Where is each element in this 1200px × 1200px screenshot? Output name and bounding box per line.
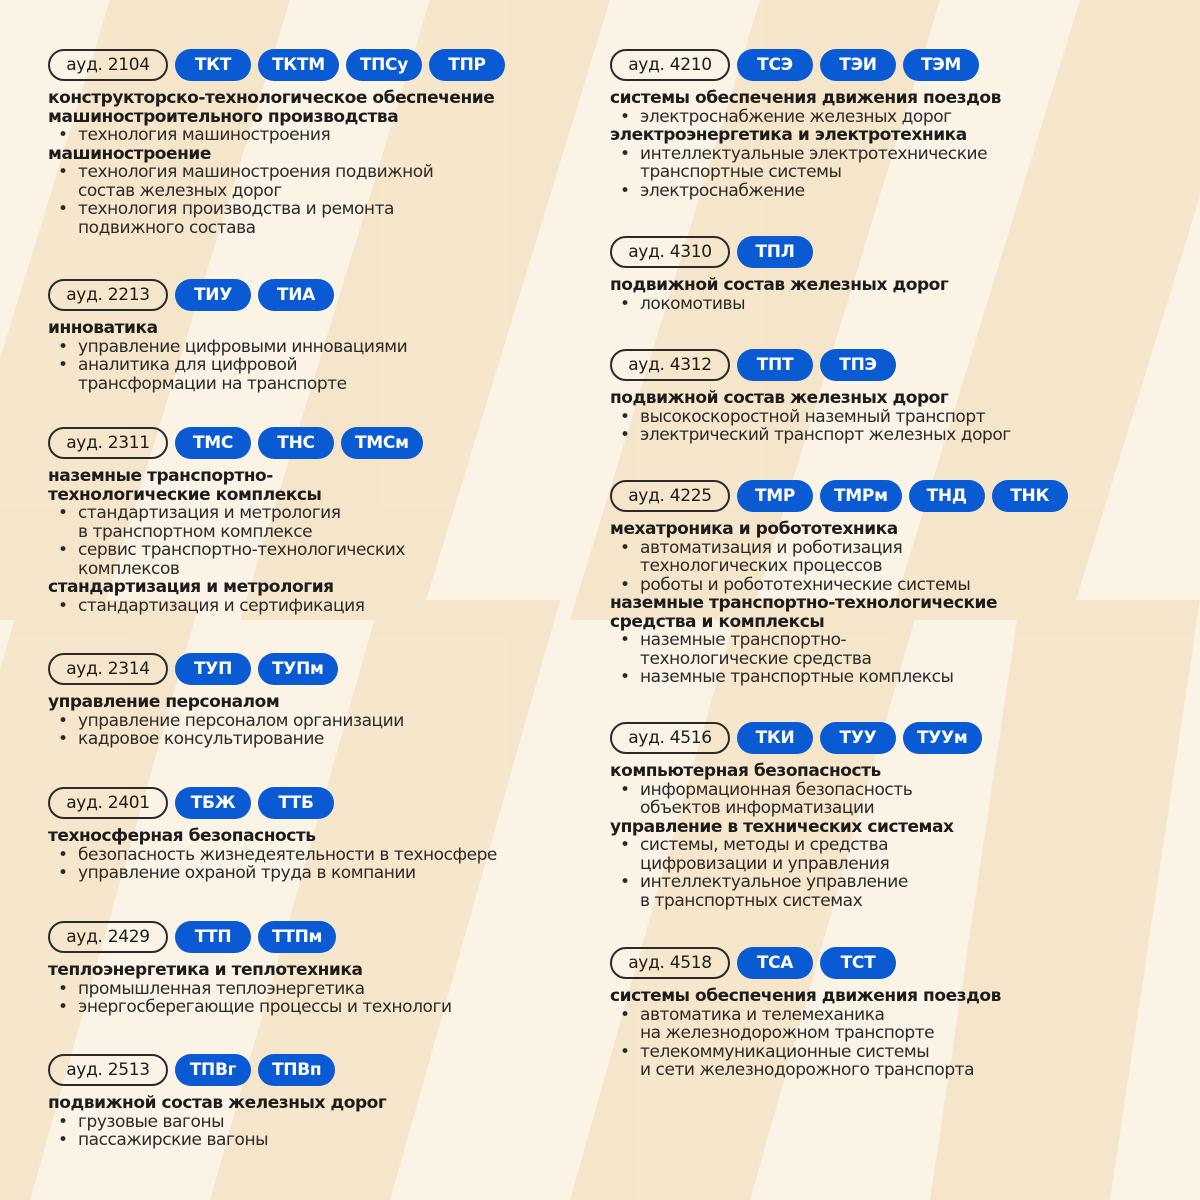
program-code-badge: ТМРм: [820, 480, 902, 512]
direction-heading: компьютерная безопасность: [610, 761, 881, 781]
program-code-badge: ТПСу: [346, 49, 422, 81]
block-content: [610, 389, 1190, 445]
program-code-badge: ТТПм: [258, 921, 336, 953]
room-badge: ауд. 4310: [610, 236, 730, 268]
program-block: [48, 786, 608, 883]
program-block: [610, 235, 1190, 313]
program-code-badge: ТУП: [175, 653, 251, 685]
profile-list: [610, 145, 1190, 201]
program-code-badge: ТПЭ: [820, 349, 896, 381]
room-badge: ауд. 2104: [48, 49, 168, 81]
program-code-badge: ТНК: [992, 480, 1068, 512]
profile-list: [610, 539, 1190, 595]
program-block: [610, 348, 1190, 445]
profile-list: [48, 1113, 608, 1150]
direction-heading: стандартизация и метрология: [48, 577, 334, 597]
room-badge: ауд. 2213: [48, 279, 168, 311]
profile-item: • информационная безопасность объектов информатизации: [610, 781, 1190, 818]
profile-item: • безопасность жизнедеятельности в техносфере: [48, 846, 608, 865]
profile-item: • электрический транспорт железных дорог: [610, 426, 1190, 445]
program-code-badge: ТКИ: [737, 722, 813, 754]
profile-item: • управление персоналом организации: [48, 712, 608, 731]
program-block: [48, 426, 608, 615]
block-content: [610, 520, 1190, 687]
tag-row: [48, 652, 608, 686]
block-content: [48, 89, 608, 237]
program-block: [48, 920, 608, 1017]
program-code-badge: ТСЭ: [737, 49, 813, 81]
program-block: [610, 479, 1190, 687]
program-code-badge: ТТБ: [258, 787, 334, 819]
direction-heading: техносферная безопасность: [48, 826, 316, 846]
direction-heading: конструкторско-технологическое обеспечение машиностроительного производства: [48, 88, 495, 127]
tag-row: [610, 348, 1190, 382]
direction-heading: управление в технических системах: [610, 816, 954, 837]
profile-item: • роботы и робототехнические системы: [610, 576, 1190, 595]
direction-heading: системы обеспечения движения поездов: [610, 88, 1001, 108]
program-block: [48, 652, 608, 749]
program-block: [48, 278, 608, 393]
profile-item: • стандартизация и сертификация: [48, 597, 608, 616]
profile-list: [48, 712, 608, 749]
program-block: [48, 1053, 608, 1150]
room-badge: ауд. 4225: [610, 480, 730, 512]
block-content: [48, 693, 608, 749]
room-badge: ауд. 4210: [610, 49, 730, 81]
tag-row: [610, 479, 1190, 513]
block-content: [610, 762, 1190, 910]
profile-item: • сервис транспортно-технологических комплексов: [48, 541, 608, 578]
profile-item: • электроснабжение: [610, 182, 1190, 201]
program-code-badge: ТКТ: [175, 49, 251, 81]
program-code-badge: ТНД: [909, 480, 985, 512]
room-badge: ауд. 4312: [610, 349, 730, 381]
program-code-badge: ТЭИ: [820, 49, 896, 81]
profile-item: • энергосберегающие процессы и технологи: [48, 998, 608, 1017]
room-badge: ауд. 2311: [48, 427, 168, 459]
profile-list: [48, 846, 608, 883]
program-code-badge: ТСА: [737, 947, 813, 979]
profile-list: [48, 338, 608, 394]
block-content: [610, 89, 1190, 200]
profile-item: • управление цифровыми инновациями: [48, 338, 608, 357]
profile-list: [610, 295, 1190, 314]
profile-list: [610, 631, 1190, 687]
program-code-badge: ТМСм: [341, 427, 423, 459]
direction-heading: машиностроение: [48, 143, 211, 164]
direction-heading: подвижной состав железных дорог: [48, 1093, 387, 1113]
tag-row: [48, 48, 608, 82]
program-code-badge: ТТП: [175, 921, 251, 953]
room-badge: ауд. 2314: [48, 653, 168, 685]
profile-item: • наземные транспортные комплексы: [610, 668, 1190, 687]
direction-heading: наземные транспортно-технологические средства и комплексы: [610, 593, 998, 632]
program-code-badge: ТМС: [175, 427, 251, 459]
direction-heading: теплоэнергетика и теплотехника: [48, 960, 363, 980]
profile-item: • интеллектуальное управление в транспортных системах: [610, 873, 1190, 910]
block-content: [48, 827, 608, 883]
profile-item: • высокоскоростной наземный транспорт: [610, 408, 1190, 427]
profile-item: • технология машиностроения: [48, 126, 608, 145]
profile-item: • наземные транспортно- технологические средства: [610, 631, 1190, 668]
profile-list: [48, 980, 608, 1017]
room-badge: ауд. 4518: [610, 947, 730, 979]
room-badge: ауд. 2513: [48, 1054, 168, 1086]
direction-heading: управление персоналом: [48, 692, 280, 712]
tag-row: [48, 920, 608, 954]
profile-item: • телекоммуникационные системы и сети железнодорожного транспорта: [610, 1043, 1190, 1080]
block-content: [48, 961, 608, 1017]
direction-heading: мехатроника и робототехника: [610, 519, 898, 539]
profile-item: • пассажирские вагоны: [48, 1131, 608, 1150]
tag-row: [48, 1053, 608, 1087]
room-badge: ауд. 4516: [610, 722, 730, 754]
tag-row: [48, 786, 608, 820]
profile-item: • стандартизация и метрология в транспортном комплексе: [48, 504, 608, 541]
profile-item: • автоматика и телемеханика на железнодорожном транспорте: [610, 1006, 1190, 1043]
program-code-badge: ТПВг: [175, 1054, 251, 1086]
block-content: [610, 987, 1190, 1080]
profile-list: [610, 1006, 1190, 1080]
direction-heading: подвижной состав железных дорог: [610, 388, 949, 408]
program-code-badge: ТБЖ: [175, 787, 251, 819]
direction-heading: подвижной состав железных дорог: [610, 275, 949, 295]
block-content: [48, 467, 608, 615]
direction-heading: системы обеспечения движения поездов: [610, 986, 1001, 1006]
profile-item: • кадровое консультирование: [48, 730, 608, 749]
tag-row: [610, 721, 1190, 755]
profile-list: [610, 781, 1190, 818]
block-content: [48, 319, 608, 393]
profile-item: • грузовые вагоны: [48, 1113, 608, 1132]
program-code-badge: ТСТ: [820, 947, 896, 979]
profile-list: [610, 108, 1190, 127]
profile-item: • локомотивы: [610, 295, 1190, 314]
program-code-badge: ТМР: [737, 480, 813, 512]
profile-item: • системы, методы и средства цифровизации и управления: [610, 836, 1190, 873]
tag-row: [610, 946, 1190, 980]
profile-item: • технология производства и ремонта подвижного состава: [48, 200, 608, 237]
program-code-badge: ТПЛ: [737, 236, 813, 268]
profile-list: [48, 597, 608, 616]
profile-list: [48, 504, 608, 578]
profile-item: • технология машиностроения подвижной состав железных дорог: [48, 163, 608, 200]
program-code-badge: ТУПм: [258, 653, 338, 685]
block-content: [48, 1094, 608, 1150]
direction-heading: электроэнергетика и электротехника: [610, 125, 967, 145]
profile-item: • электроснабжение железных дорог: [610, 108, 1190, 127]
program-code-badge: ТПР: [429, 49, 505, 81]
tag-row: [610, 235, 1190, 269]
program-code-badge: ТИА: [258, 279, 334, 311]
profile-list: [48, 163, 608, 237]
tag-row: [610, 48, 1190, 82]
tag-row: [48, 278, 608, 312]
program-code-badge: ТПТ: [737, 349, 813, 381]
profile-item: • управление охраной труда в компании: [48, 864, 608, 883]
profile-list: [610, 836, 1190, 910]
profile-list: [610, 408, 1190, 445]
direction-heading: инноватика: [48, 318, 158, 338]
program-code-badge: ТУУ: [820, 722, 896, 754]
program-code-badge: ТУУм: [903, 722, 982, 754]
program-code-badge: ТИУ: [175, 279, 251, 311]
program-block: [610, 48, 1190, 200]
block-content: [610, 276, 1190, 313]
room-badge: ауд. 2429: [48, 921, 168, 953]
room-badge: ауд. 2401: [48, 787, 168, 819]
profile-item: • интеллектуальные электротехнические транспортные системы: [610, 145, 1190, 182]
profile-list: [48, 126, 608, 145]
direction-heading: наземные транспортно- технологические комплексы: [48, 466, 322, 505]
program-code-badge: ТПВп: [258, 1054, 335, 1086]
program-code-badge: ТКТМ: [258, 49, 339, 81]
program-block: [610, 946, 1190, 1080]
tag-row: [48, 426, 608, 460]
program-block: [48, 48, 608, 237]
program-block: [610, 721, 1190, 910]
profile-item: • автоматизация и роботизация технологических процессов: [610, 539, 1190, 576]
profile-item: • промышленная теплоэнергетика: [48, 980, 608, 999]
program-code-badge: ТЭМ: [903, 49, 979, 81]
program-code-badge: ТНС: [258, 427, 334, 459]
profile-item: • аналитика для цифровой трансформации на транспорте: [48, 356, 608, 393]
